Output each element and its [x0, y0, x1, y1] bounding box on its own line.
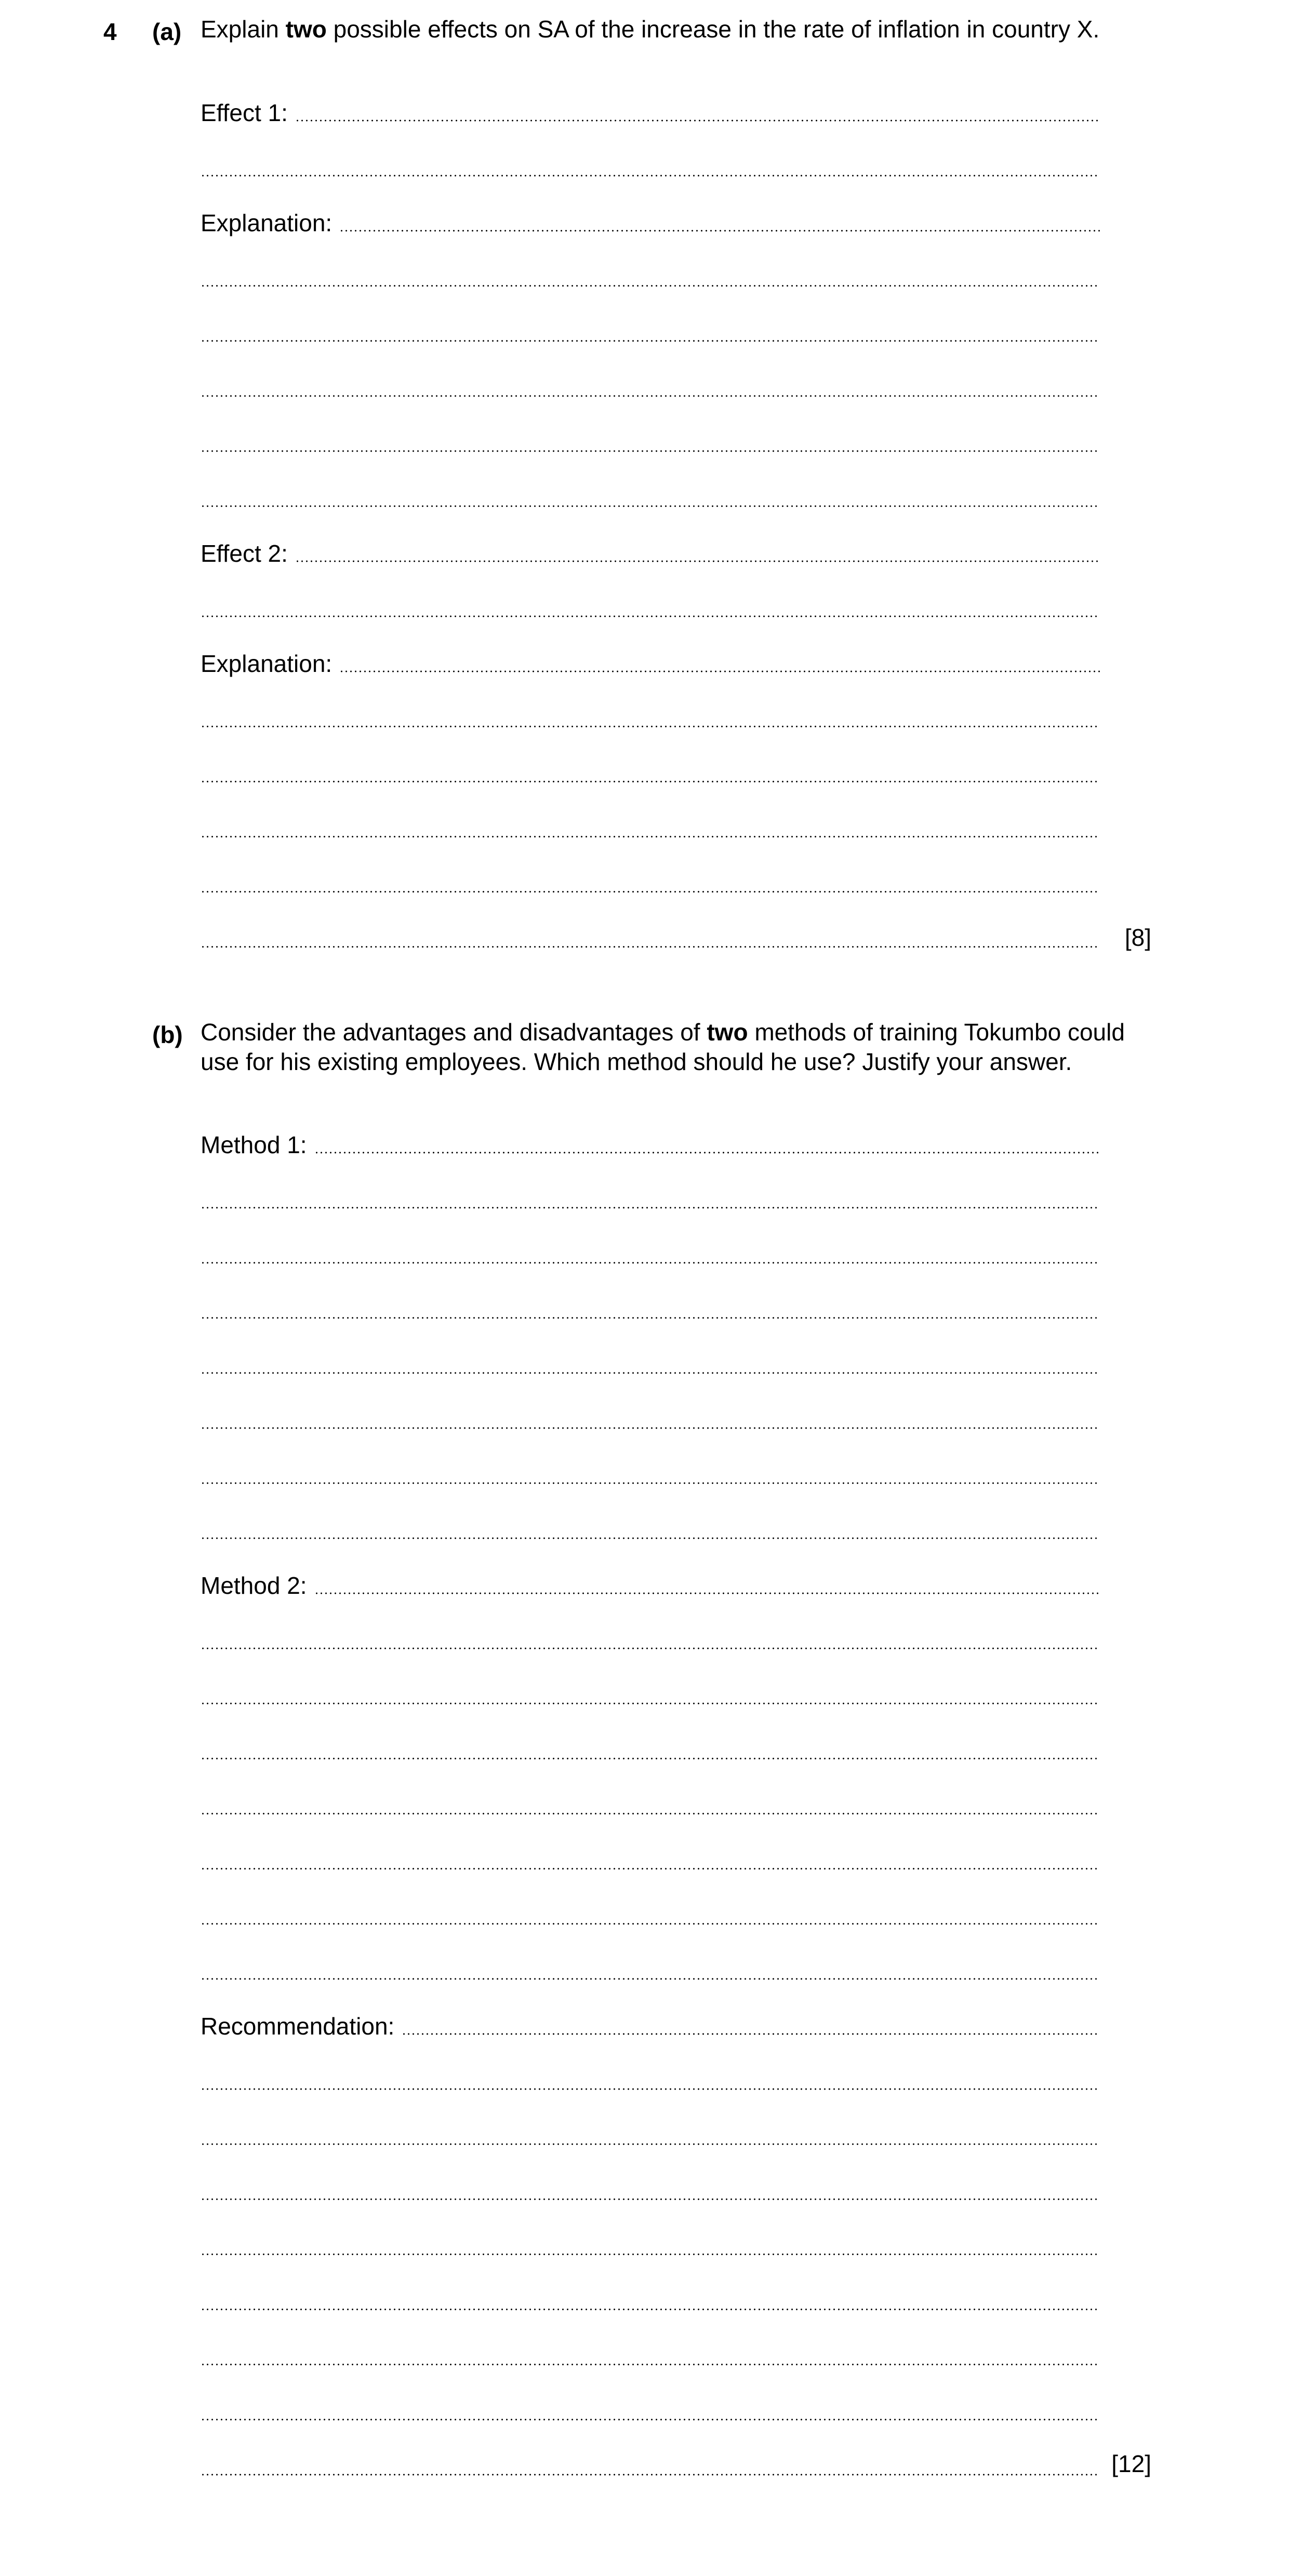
- answer-line[interactable]: [201, 1298, 1100, 1322]
- answer-line[interactable]: [201, 2345, 1100, 2369]
- dotted-answer-line[interactable]: [201, 395, 1100, 397]
- answer-line[interactable]: [201, 2014, 1100, 2038]
- dotted-answer-line[interactable]: [339, 670, 1100, 672]
- answer-line-label: Recommendation:: [201, 2013, 395, 2040]
- answer-line[interactable]: [201, 872, 1100, 896]
- part-a-label: (a): [152, 18, 182, 45]
- answer-line[interactable]: [201, 817, 1100, 841]
- dotted-answer-line[interactable]: [201, 1482, 1100, 1484]
- dotted-answer-line[interactable]: [201, 1702, 1100, 1705]
- dotted-answer-line[interactable]: [201, 2088, 1100, 2090]
- answer-line[interactable]: [201, 2179, 1100, 2203]
- dotted-answer-line[interactable]: [201, 450, 1100, 452]
- dotted-answer-line[interactable]: [201, 1262, 1100, 1264]
- answer-line[interactable]: [201, 762, 1100, 786]
- answer-line[interactable]: [201, 652, 1100, 676]
- answer-line[interactable]: [201, 2235, 1100, 2258]
- dotted-answer-line[interactable]: [201, 2419, 1100, 2421]
- dotted-answer-line[interactable]: [201, 2143, 1100, 2145]
- dotted-answer-line[interactable]: [201, 1207, 1100, 1209]
- dotted-answer-line[interactable]: [402, 2033, 1100, 2035]
- answer-line[interactable]: [201, 1133, 1100, 1157]
- dotted-answer-line[interactable]: [201, 1868, 1100, 1870]
- dotted-answer-line[interactable]: [201, 505, 1100, 507]
- answer-line[interactable]: [201, 1739, 1100, 1763]
- dotted-answer-line[interactable]: [201, 836, 1100, 838]
- part-a-text-after: possible effects on SA of the increase in the rate of inflation in country X.: [326, 16, 1100, 43]
- dotted-answer-line[interactable]: [201, 340, 1100, 342]
- answer-line[interactable]: [201, 1188, 1100, 1212]
- answer-line[interactable]: [201, 1243, 1100, 1267]
- answer-line[interactable]: [201, 1629, 1100, 1653]
- answer-line[interactable]: [201, 2455, 1100, 2479]
- answer-line[interactable]: [201, 2400, 1100, 2424]
- dotted-answer-line[interactable]: [201, 175, 1100, 177]
- dotted-answer-line[interactable]: [295, 560, 1100, 562]
- answer-line[interactable]: [201, 376, 1100, 400]
- part-b-text-after: methods of training Tokumbo could use for his existing employees. Which method should he use? Justify your answer.: [201, 1019, 1125, 1075]
- answer-line[interactable]: [201, 431, 1100, 455]
- dotted-answer-line[interactable]: [201, 725, 1100, 728]
- answer-line-label: Method 1:: [201, 1131, 307, 1158]
- dotted-answer-line[interactable]: [201, 1813, 1100, 1815]
- dotted-answer-line[interactable]: [201, 1427, 1100, 1429]
- dotted-answer-line[interactable]: [201, 1758, 1100, 1760]
- answer-line[interactable]: [201, 1959, 1100, 1983]
- answer-line[interactable]: [201, 1518, 1100, 1542]
- answer-line-label: Effect 2:: [201, 540, 288, 567]
- dotted-answer-line[interactable]: [201, 1647, 1100, 1649]
- part-a-question-text: [201, 15, 1162, 44]
- dotted-answer-line[interactable]: [201, 285, 1100, 287]
- part-a-text-before: Explain: [201, 16, 286, 43]
- dotted-answer-line[interactable]: [314, 1152, 1100, 1154]
- dotted-answer-line[interactable]: [201, 2308, 1100, 2310]
- dotted-answer-line[interactable]: [201, 1317, 1100, 1319]
- dotted-answer-line[interactable]: [201, 781, 1100, 783]
- dotted-answer-line[interactable]: [201, 1923, 1100, 1925]
- answer-line[interactable]: [201, 2124, 1100, 2148]
- answer-line[interactable]: [201, 1684, 1100, 1708]
- answer-line-label: Effect 1:: [201, 99, 288, 126]
- dotted-answer-line[interactable]: [201, 1978, 1100, 1980]
- answer-line[interactable]: [201, 1574, 1100, 1597]
- answer-line[interactable]: [201, 597, 1100, 620]
- answer-line[interactable]: [201, 266, 1100, 290]
- dotted-answer-line[interactable]: [201, 1537, 1100, 1539]
- dotted-answer-line[interactable]: [201, 615, 1100, 617]
- part-b-text-bold: two: [707, 1019, 748, 1046]
- part-a-text-bold: two: [285, 16, 327, 43]
- part-b-question-text: [201, 1018, 1162, 1077]
- answer-line[interactable]: [201, 1849, 1100, 1873]
- dotted-answer-line[interactable]: [201, 2198, 1100, 2200]
- answer-line[interactable]: [201, 2290, 1100, 2314]
- dotted-answer-line[interactable]: [314, 1592, 1100, 1594]
- answer-line[interactable]: [201, 1408, 1100, 1432]
- answer-line[interactable]: [201, 101, 1100, 125]
- answer-line[interactable]: [201, 156, 1100, 180]
- answer-line[interactable]: [201, 927, 1100, 951]
- answer-line[interactable]: [201, 1904, 1100, 1928]
- dotted-answer-line[interactable]: [295, 120, 1100, 122]
- question-number: 4: [103, 18, 117, 45]
- dotted-answer-line[interactable]: [201, 2474, 1100, 2476]
- part-b-marks: [12]: [1111, 2450, 1151, 2477]
- answer-line[interactable]: [201, 211, 1100, 235]
- part-b-label: (b): [152, 1021, 183, 1048]
- dotted-answer-line[interactable]: [201, 946, 1100, 948]
- answer-line-label: Explanation:: [201, 650, 333, 677]
- answer-line-label: Method 2:: [201, 1572, 307, 1599]
- answer-line[interactable]: [201, 707, 1100, 731]
- dotted-answer-line[interactable]: [339, 230, 1100, 232]
- dotted-answer-line[interactable]: [201, 2253, 1100, 2255]
- answer-line[interactable]: [201, 1463, 1100, 1487]
- part-a-marks: [8]: [1124, 924, 1151, 951]
- answer-line[interactable]: [201, 486, 1100, 510]
- answer-line[interactable]: [201, 321, 1100, 345]
- answer-line-label: Explanation:: [201, 209, 333, 236]
- answer-line[interactable]: [201, 1794, 1100, 1818]
- part-b-text-before: Consider the advantages and disadvantages of: [201, 1019, 707, 1046]
- answer-line[interactable]: [201, 2069, 1100, 2093]
- answer-line[interactable]: [201, 1353, 1100, 1377]
- dotted-answer-line[interactable]: [201, 2363, 1100, 2366]
- dotted-answer-line[interactable]: [201, 1372, 1100, 1374]
- answer-line[interactable]: [201, 541, 1100, 565]
- dotted-answer-line[interactable]: [201, 891, 1100, 893]
